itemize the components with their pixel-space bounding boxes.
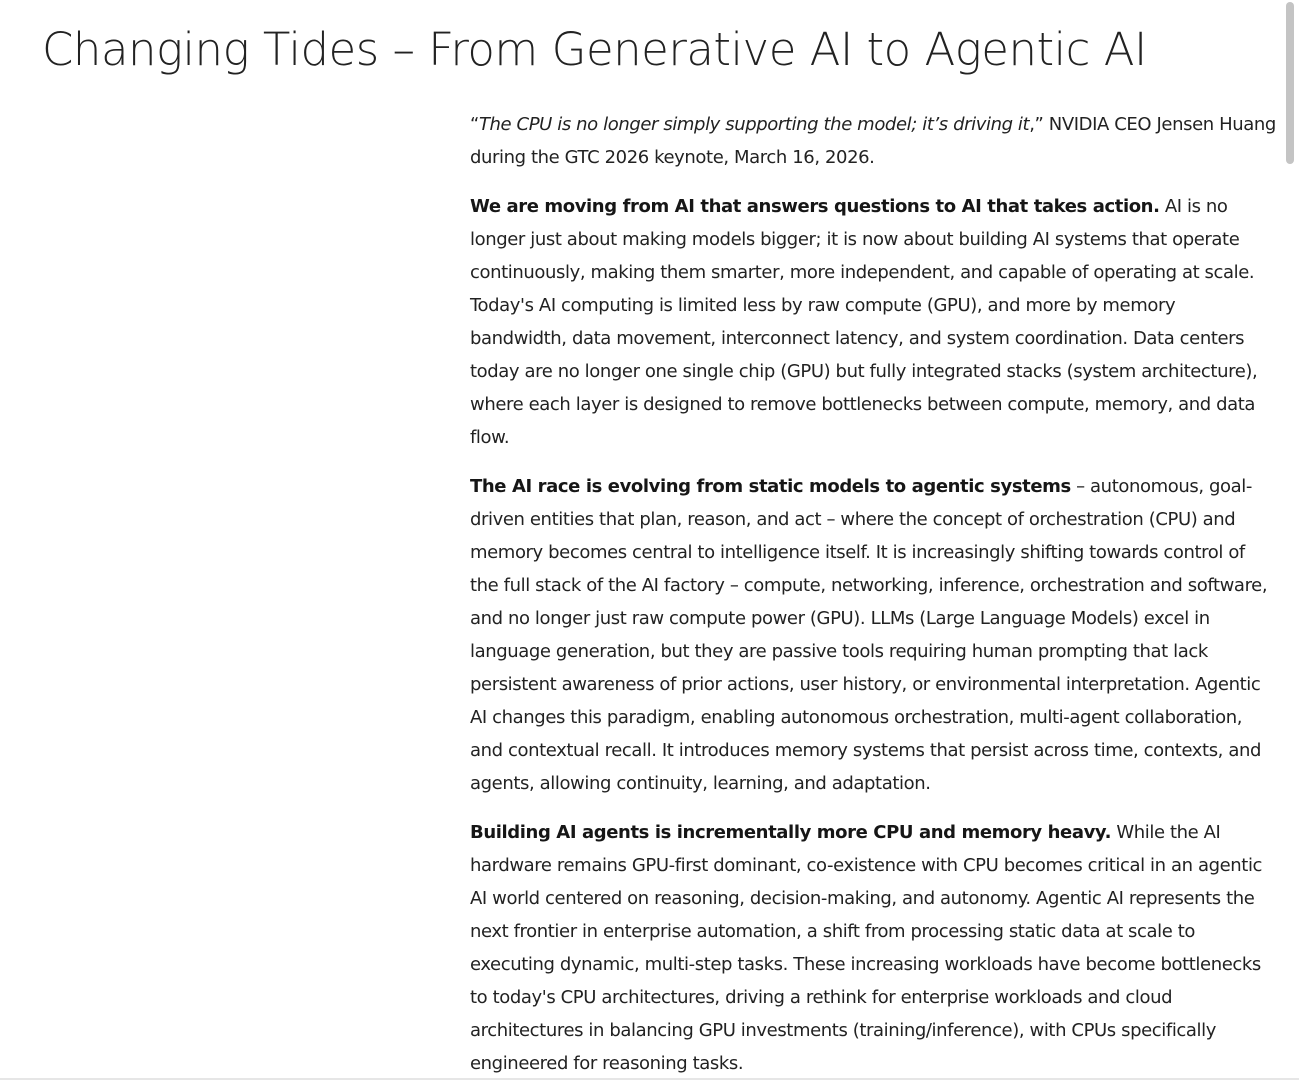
article-body <box>470 108 1276 1080</box>
paragraph-lead: The AI race is evolving from static models to agentic systems <box>470 476 1071 497</box>
paragraph-body: – autonomous, goal-driven entities that plan, reason, and act – where the concept of orchestration (CPU) and memory becomes central to intelligence itself. It is increasingly shifting towards control of the full stack of the AI factory – compute, networking, inference, orchestration and software, and no longer just raw compute power (GPU). LLMs (Large Language Models) excel in language generation, but they are passive tools requiring human prompting that lack persistent awareness of prior actions, user history, or environmental interpretation. Agentic AI changes this paradigm, enabling autonomous orchestration, multi-agent collaboration, and contextual recall. It introduces memory systems that persist across time, contexts, and agents, allowing continuity, learning, and adaptation. <box>470 476 1268 794</box>
quote-paragraph <box>470 108 1276 174</box>
vertical-scrollbar[interactable] <box>1286 0 1294 1080</box>
paragraph-lead: Building AI agents is incrementally more CPU and memory heavy. <box>470 822 1112 843</box>
quote-open-mark: “ <box>470 114 479 135</box>
quote-close-mark: ,” <box>1029 114 1044 135</box>
paragraph-ai-action <box>470 190 1276 454</box>
paragraph-cpu-memory <box>470 816 1276 1080</box>
scrollbar-thumb[interactable] <box>1286 2 1294 164</box>
paragraph-agentic-systems <box>470 470 1276 800</box>
paragraph-body: AI is no longer just about making models bigger; it is now about building AI systems that operate continuously, making them smarter, more independent, and capable of operating at scale. Today's AI computing is limited less by raw compute (GPU), and more by memory bandwidth, data movement, interconnect latency, and system coordination. Data centers today are no longer one single chip (GPU) but fully integrated stacks (system architecture), where each layer is designed to remove bottlenecks between compute, memory, and data flow. <box>470 196 1258 448</box>
paragraph-lead: We are moving from AI that answers questions to AI that takes action. <box>470 196 1160 217</box>
paragraph-body: While the AI hardware remains GPU-first dominant, co-existence with CPU becomes critical in an agentic AI world centered on reasoning, decision-making, and autonomy. Agentic AI represents the next frontier in enterprise automation, a shift from processing static data at scale to executing dynamic, multi-step tasks. These increasing workloads have become bottlenecks to today's CPU architectures, driving a rethink for enterprise workloads and cloud architectures in balancing GPU investments (training/inference), with CPUs specifically engineered for reasoning tasks. <box>470 822 1263 1074</box>
quote-attribution: NVIDIA CEO Jensen Huang during the GTC 2026 keynote, March 16, 2026. <box>470 114 1276 168</box>
page-title: Changing Tides – From Generative AI to Agentic AI <box>42 23 1147 76</box>
quote-text: The CPU is no longer simply supporting the model; it’s driving it <box>478 114 1030 135</box>
